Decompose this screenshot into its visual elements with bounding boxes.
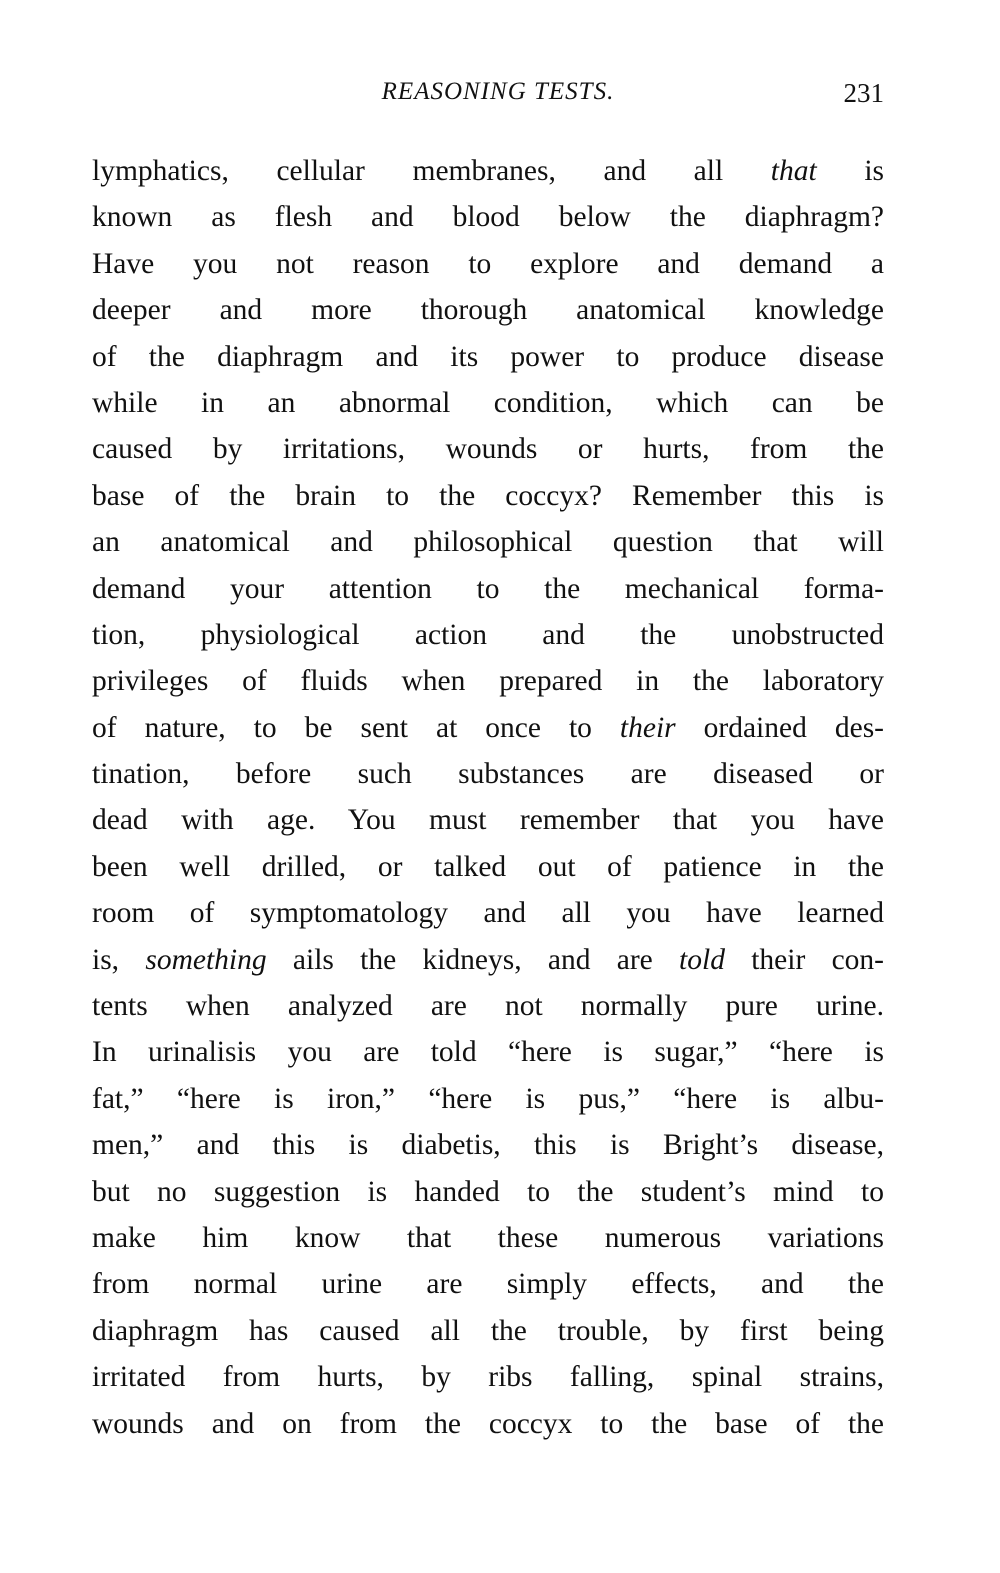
text-line (92, 1169, 884, 1215)
text-line (92, 937, 884, 983)
text-line (92, 334, 884, 380)
text-segment: an anatomical and philosophical question that will (92, 526, 884, 559)
text-segment: room of symptomatology and all you have learned (92, 897, 884, 930)
text-segment: In urinalisis you are told “here is sugar,” “here is (92, 1036, 884, 1069)
text-segment: demand your attention to the mechanical forma- (92, 572, 884, 605)
text-line (92, 1029, 884, 1075)
text-line (92, 1308, 884, 1354)
text-line (92, 1354, 884, 1400)
text-line (92, 148, 884, 194)
text-segment: from normal urine are simply effects, and the (92, 1268, 884, 1301)
text-segment: deeper and more thorough anatomical knowledge (92, 294, 884, 327)
text-segment: privileges of fluids when prepared in the laboratory (92, 665, 884, 698)
text-line (92, 983, 884, 1029)
text-line (92, 658, 884, 704)
italic-text: their (619, 711, 676, 744)
text-segment: known as flesh and blood below the diaphragm? (92, 201, 884, 234)
italic-text: that (770, 155, 817, 187)
text-segment: while in an abnormal condition, which can be (92, 386, 884, 419)
text-line (92, 844, 884, 890)
text-line (92, 241, 884, 287)
text-line (92, 287, 884, 333)
text-segment: fat,” “here is iron,” “here is pus,” “here is albu- (92, 1082, 884, 1115)
text-line (92, 1401, 884, 1447)
text-line (92, 705, 884, 751)
text-segment: tination, before such substances are diseased or (92, 758, 884, 791)
running-head: REASONING TESTS. (381, 78, 615, 105)
text-line (92, 1215, 884, 1261)
text-segment: lymphatics, cellular membranes, and all (92, 155, 771, 187)
text-line (92, 194, 884, 240)
text-line (92, 380, 884, 426)
text-line (92, 519, 884, 565)
text-segment: is, (92, 943, 146, 976)
text-line (92, 612, 884, 658)
italic-text: something (145, 943, 267, 976)
text-segment: their con- (724, 943, 884, 976)
text-line (92, 566, 884, 612)
text-line (92, 1122, 884, 1168)
text-segment: but no suggestion is handed to the student’s mind to (92, 1175, 884, 1208)
page-number: 231 (843, 78, 884, 108)
text-segment: make him know that these numerous variations (92, 1221, 884, 1254)
page-header (92, 78, 884, 118)
text-line (92, 473, 884, 519)
text-segment: dead with age. You must remember that you have (92, 804, 884, 837)
text-segment: base of the brain to the coccyx? Remember this is (92, 479, 884, 512)
text-line (92, 890, 884, 936)
text-segment: of the diaphragm and its power to produce disease (92, 340, 884, 373)
text-segment: Have you not reason to explore and demand a (92, 247, 884, 280)
text-segment: men,” and this is diabetis, this is Bright’s disease, (92, 1129, 884, 1162)
text-segment: ordained des- (675, 711, 885, 744)
text-line (92, 751, 884, 797)
text-segment: wounds and on from the coccyx to the base of the (92, 1407, 884, 1440)
text-line (92, 1076, 884, 1122)
text-line (92, 1261, 884, 1307)
text-segment: diaphragm has caused all the trouble, by first being (92, 1314, 884, 1347)
italic-text: told (679, 943, 725, 976)
text-segment: ails the kidneys, and are (266, 943, 680, 976)
text-segment: irritated from hurts, by ribs falling, spinal strains, (92, 1361, 884, 1394)
text-line (92, 426, 884, 472)
text-segment: is (816, 155, 884, 187)
body-text (92, 148, 884, 1447)
text-segment: been well drilled, or talked out of patience in the (92, 850, 884, 883)
text-segment: of nature, to be sent at once to (92, 711, 620, 744)
text-line (92, 797, 884, 843)
text-segment: caused by irritations, wounds or hurts, from the (92, 433, 884, 466)
text-segment: tion, physiological action and the unobstructed (92, 618, 884, 651)
text-segment: tents when analyzed are not normally pure urine. (92, 990, 884, 1023)
